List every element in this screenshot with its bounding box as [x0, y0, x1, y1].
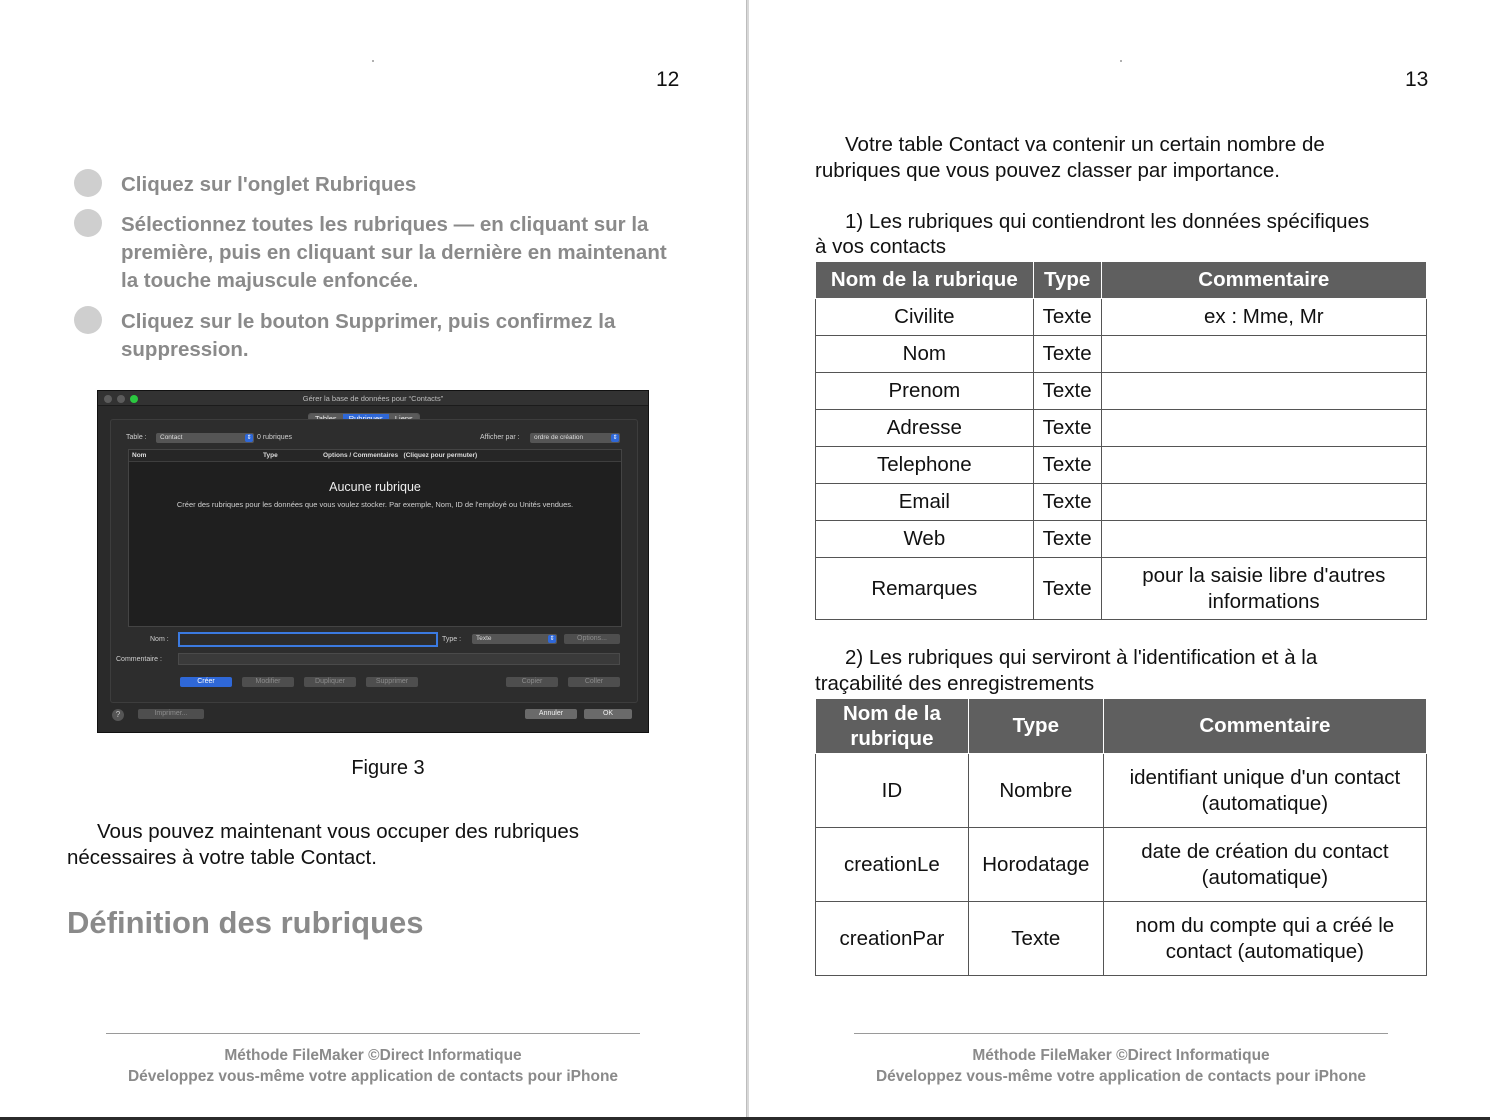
field-name-cell: Adresse — [816, 410, 1034, 447]
table-row — [816, 902, 1427, 976]
list-heading: 2) Les rubriques qui serviront à l'identification et à la — [845, 646, 1318, 669]
field-comment-cell — [1101, 521, 1426, 558]
field-type-cell: Texte — [1033, 299, 1101, 336]
fields-list[interactable] — [128, 449, 622, 627]
field-comment-cell: date de création du contact (automatique) — [1103, 828, 1426, 902]
footer-divider — [854, 1033, 1388, 1034]
sort-select[interactable]: ordre de création ⇕ — [530, 433, 620, 443]
field-name-cell: Email — [816, 484, 1034, 521]
field-type-cell: Texte — [1033, 447, 1101, 484]
help-icon[interactable]: ? — [112, 709, 124, 721]
step-bullet-icon — [74, 169, 102, 197]
column-options[interactable]: Options / Commentaires (Cliquez pour permuter) — [323, 452, 478, 459]
table-row — [816, 410, 1427, 447]
header-cell: Nom de la rubrique — [816, 262, 1034, 299]
field-name-cell: Prenom — [816, 373, 1034, 410]
window-title: Gérer la base de données pour “Contacts” — [302, 394, 444, 403]
field-type-cell: Texte — [1033, 336, 1101, 373]
table-header-row — [816, 699, 1427, 754]
header-cell: Type — [1033, 262, 1101, 299]
type-select[interactable]: Texte ⇕ — [472, 634, 557, 644]
footer — [93, 1045, 653, 1087]
field-comment-cell: nom du compte qui a créé le contact (automatique) — [1103, 902, 1426, 976]
field-comment-cell — [1101, 410, 1426, 447]
fields-table-identification — [815, 698, 1427, 976]
header-cell: Commentaire — [1103, 699, 1426, 754]
window-titlebar — [98, 391, 648, 406]
empty-state-title: Aucune rubrique — [329, 480, 421, 494]
page-mark — [1120, 60, 1122, 62]
paragraph-line: Votre table Contact va contenir un certain nombre de — [845, 133, 1325, 156]
table-row — [816, 521, 1427, 558]
figure-screenshot — [97, 390, 649, 733]
table-row — [816, 299, 1427, 336]
footer-line: Méthode FileMaker ©Direct Informatique — [224, 1047, 522, 1064]
name-label: Nom : — [150, 636, 169, 643]
field-name-cell: Telephone — [816, 447, 1034, 484]
field-type-cell: Texte — [968, 902, 1103, 976]
create-button[interactable]: Créer — [180, 677, 232, 687]
field-comment-cell — [1101, 484, 1426, 521]
field-comment-cell: pour la saisie libre d'autres informations — [1101, 558, 1426, 620]
column-name[interactable]: Nom — [132, 452, 147, 459]
paragraph-line: Vous pouvez maintenant vous occuper des rubriques — [97, 820, 580, 843]
footer-divider — [106, 1033, 640, 1034]
footer — [841, 1045, 1401, 1087]
table-row — [816, 336, 1427, 373]
field-comment-cell: ex : Mme, Mr — [1101, 299, 1426, 336]
modify-button[interactable]: Modifier — [242, 677, 294, 687]
table-label: Table : — [126, 434, 147, 441]
field-type-cell: Texte — [1033, 373, 1101, 410]
print-button[interactable]: Imprimer... — [138, 709, 204, 719]
page-number: 12 — [656, 68, 680, 91]
footer-line: Méthode FileMaker ©Direct Informatique — [972, 1047, 1270, 1064]
table-row — [816, 447, 1427, 484]
comment-label: Commentaire : — [116, 656, 162, 663]
comment-input[interactable] — [178, 653, 620, 665]
header-cell: Type — [968, 699, 1103, 754]
table-header-row — [816, 262, 1427, 299]
field-type-cell: Texte — [1033, 484, 1101, 521]
paste-button[interactable]: Coller — [568, 677, 620, 687]
field-count: 0 rubriques — [257, 434, 293, 441]
field-name-cell: Remarques — [816, 558, 1034, 620]
table-row — [816, 828, 1427, 902]
step-item — [74, 211, 674, 295]
header-cell: Commentaire — [1101, 262, 1426, 299]
field-type-cell: Texte — [1033, 521, 1101, 558]
field-comment-cell — [1101, 447, 1426, 484]
table-row — [816, 558, 1427, 620]
field-name-cell: Nom — [816, 336, 1034, 373]
chevron-updown-icon: ⇕ — [549, 636, 555, 642]
right-page — [749, 0, 1490, 1120]
duplicate-button[interactable]: Dupliquer — [304, 677, 356, 687]
step-bullet-icon — [74, 209, 102, 237]
step-text: Cliquez sur le bouton Supprimer, puis confirmez la suppression. — [121, 310, 616, 361]
empty-state-description: Créer des rubriques pour les données que vous voulez stocker. Par exemple, Nom, ID de l'employé ou Unités vendues. — [176, 500, 574, 509]
step-item — [74, 171, 674, 199]
page-mark — [372, 60, 374, 62]
type-label: Type : — [442, 636, 462, 643]
ok-button[interactable]: OK — [584, 709, 632, 719]
table-row — [816, 373, 1427, 410]
step-bullet-icon — [74, 306, 102, 334]
options-button[interactable]: Options... — [564, 634, 620, 644]
page-number: 13 — [1405, 68, 1429, 91]
chevron-updown-icon: ⇕ — [612, 435, 618, 441]
footer-line: Développez vous-même votre application de contacts pour iPhone — [875, 1068, 1367, 1085]
paragraph-line: nécessaires à votre table Contact. — [67, 846, 377, 869]
list-heading: 1) Les rubriques qui contiendront les données spécifiques — [845, 210, 1370, 233]
field-name-cell: Web — [816, 521, 1034, 558]
table-row — [816, 754, 1427, 828]
field-type-cell: Nombre — [968, 754, 1103, 828]
name-input[interactable] — [178, 632, 438, 647]
field-comment-cell — [1101, 336, 1426, 373]
field-name-cell: creationLe — [816, 828, 969, 902]
field-type-cell: Texte — [1033, 558, 1101, 620]
copy-button[interactable]: Copier — [506, 677, 558, 687]
section-title: Définition des rubriques — [67, 905, 424, 940]
field-comment-cell — [1101, 373, 1426, 410]
table-select[interactable]: Contact ⇕ — [156, 433, 254, 443]
column-type[interactable]: Type — [263, 452, 278, 459]
header-cell: Nom de la rubrique — [816, 699, 969, 754]
field-type-cell: Horodatage — [968, 828, 1103, 902]
footer-line: Développez vous-même votre application de contacts pour iPhone — [127, 1068, 619, 1085]
sort-label: Afficher par : — [480, 434, 520, 441]
figure-caption: Figure 3 — [351, 757, 425, 779]
table-row — [816, 484, 1427, 521]
field-name-cell: Civilite — [816, 299, 1034, 336]
delete-button[interactable]: Supprimer — [366, 677, 418, 687]
list-heading: à vos contacts — [815, 235, 947, 258]
step-text: Cliquez sur l'onglet Rubriques — [121, 173, 417, 196]
paragraph-line: rubriques que vous pouvez classer par importance. — [815, 159, 1280, 182]
field-name-cell: ID — [816, 754, 969, 828]
chevron-updown-icon: ⇕ — [246, 435, 252, 441]
step-item — [74, 308, 674, 364]
cancel-button[interactable]: Annuler — [525, 709, 577, 719]
fields-table-specific — [815, 261, 1427, 620]
field-comment-cell: identifiant unique d'un contact (automatique) — [1103, 754, 1426, 828]
field-name-cell: creationPar — [816, 902, 969, 976]
step-text: Sélectionnez toutes les rubriques — en cliquant sur la première, puis en cliquant sur la dernière en maintenant la touche majuscule enfoncée. — [121, 213, 667, 292]
list-header — [129, 450, 621, 462]
list-heading: traçabilité des enregistrements — [815, 672, 1095, 695]
field-type-cell: Texte — [1033, 410, 1101, 447]
